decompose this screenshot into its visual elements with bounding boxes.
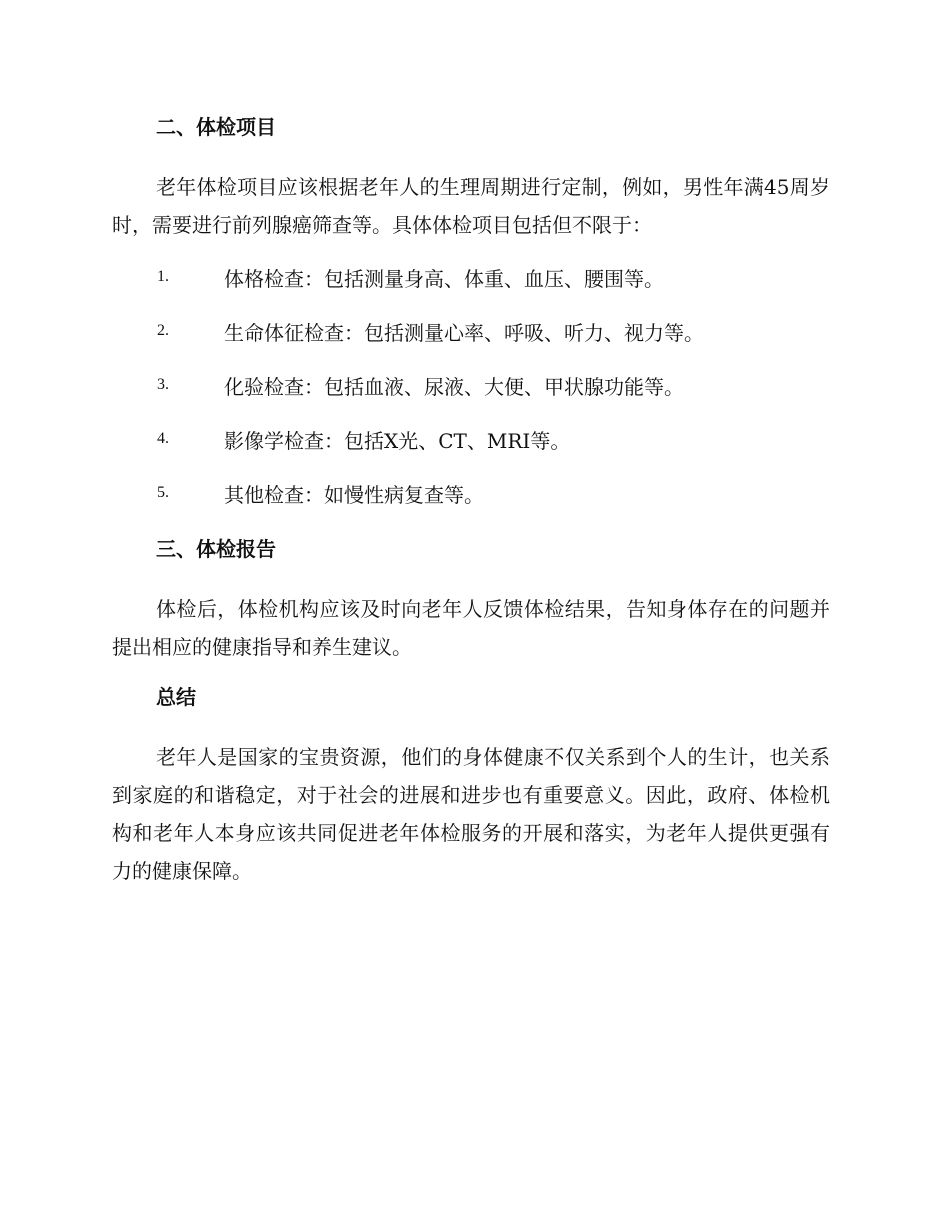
list-item-number: 3. — [157, 376, 169, 393]
list-item-text: 影像学检查：包括X光、CT、MRI等。 — [224, 428, 571, 453]
list-item-text: 生命体征检查：包括测量心率、呼吸、听力、视力等。 — [224, 320, 704, 345]
section-heading-exam-report: 三、体检报告 — [156, 537, 276, 561]
section-heading-summary: 总结 — [156, 685, 196, 709]
exam-items-intro: 老年体检项目应该根据老年人的生理周期进行定制，例如，男性年满45周岁时，需要进行前列腺癌筛查等。具体体检项目包括但不限于： — [112, 175, 830, 237]
list-item — [112, 476, 830, 510]
exam-report-body: 体检后，体检机构应该及时向老年人反馈体检结果，告知身体存在的问题并提出相应的健康指导和养生建议。 — [112, 597, 830, 659]
list-item-number: 4. — [157, 430, 169, 447]
list-item — [112, 314, 830, 348]
exam-items-list — [112, 260, 830, 510]
list-item — [112, 368, 830, 402]
list-item-text: 其他检查：如慢性病复查等。 — [224, 482, 484, 507]
list-item — [112, 260, 830, 294]
list-item-number: 1. — [157, 268, 169, 285]
section-heading-exam-items: 二、体检项目 — [156, 115, 276, 139]
list-item-text: 化验检查：包括血液、尿液、大便、甲状腺功能等。 — [224, 374, 684, 399]
list-item — [112, 422, 830, 456]
list-item-number: 5. — [157, 484, 169, 501]
list-item-text: 体格检查：包括测量身高、体重、血压、腰围等。 — [224, 266, 664, 291]
summary-body: 老年人是国家的宝贵资源，他们的身体健康不仅关系到个人的生计，也关系到家庭的和谐稳定，对于社会的进展和进步也有重要意义。因此，政府、体检机构和老年人本身应该共同促进老年体检服务的开展和落实，为老年人提供更强有力的健康保障。 — [112, 745, 830, 883]
list-item-number: 2. — [157, 322, 169, 339]
